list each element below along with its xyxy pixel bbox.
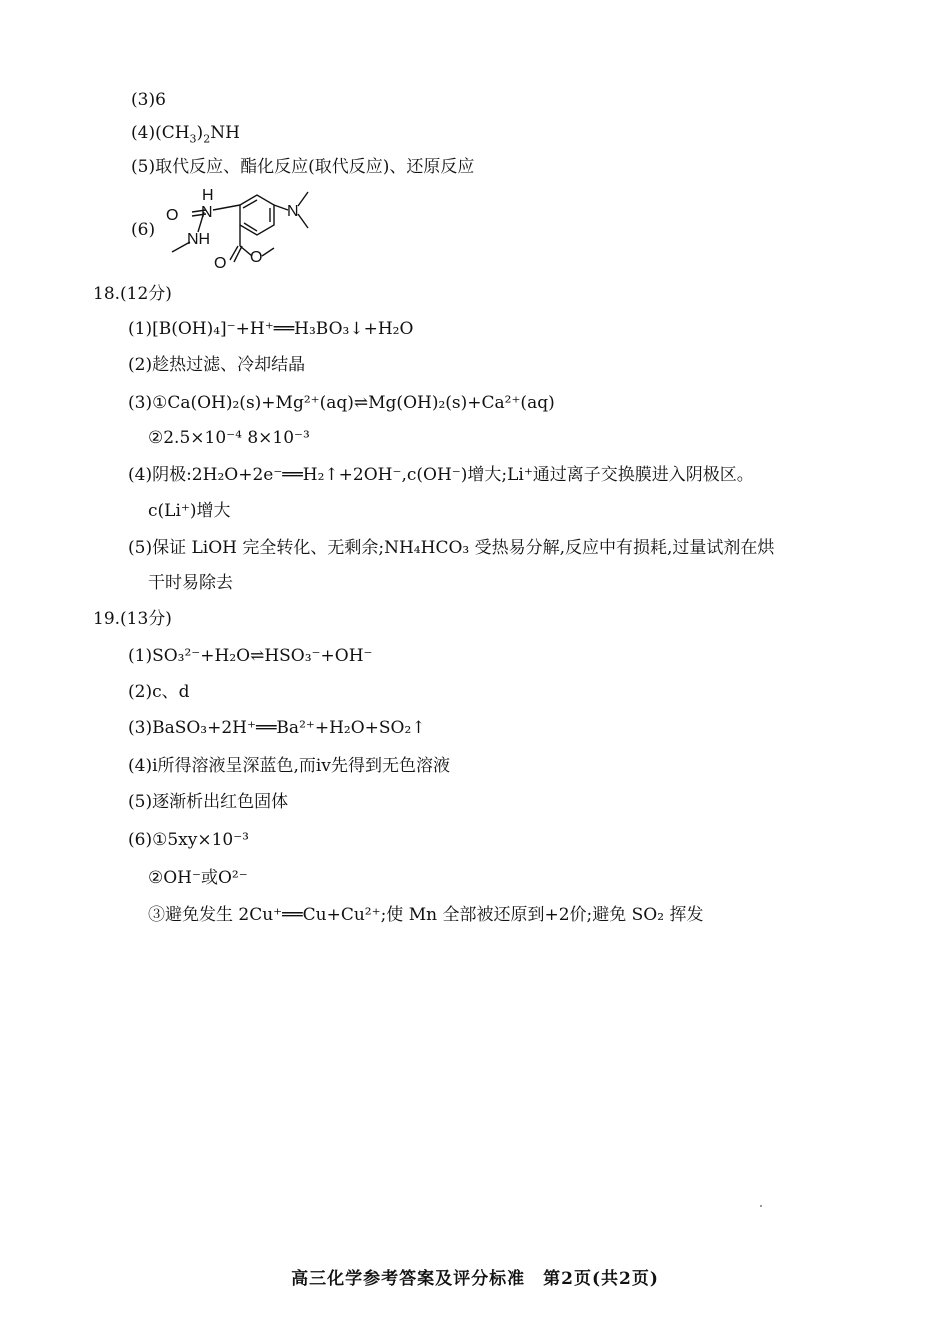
q19-answer-1: (1)SO₃²⁻+H₂O⇌HSO₃⁻+OH⁻ xyxy=(128,646,373,666)
q18-answer-5-1: (5)保证 LiOH 完全转化、无剩余;NH₄HCO₃ 受热易分解,反应中有损耗,过量试剂在烘 xyxy=(128,538,775,558)
q18-answer-4-1: (4)阴极:2H₂O+2e⁻══H₂↑+2OH⁻,c(OH⁻)增大;Li⁺通过离子交换膜进入阴极区。 xyxy=(128,465,754,485)
struct-nh-label: NH xyxy=(187,231,211,248)
q17-a4-end: NH xyxy=(210,123,240,143)
q17-answer-3: (3)6 xyxy=(131,90,166,110)
q18-answer-1: (1)[B(OH)₄]⁻+H⁺══H₃BO₃↓+H₂O xyxy=(128,319,414,339)
q18-answer-2: (2)趁热过滤、冷却结晶 xyxy=(128,355,306,375)
q17-a4-post: ) xyxy=(196,123,204,143)
struct-o-ester-label: O xyxy=(250,249,263,266)
q19-answer-5: (5)逐渐析出红色固体 xyxy=(128,792,289,812)
q19-answer-4: (4)ⅰ所得溶液呈深蓝色,而ⅳ先得到无色溶液 xyxy=(128,756,450,776)
struct-n-label: N xyxy=(201,204,213,221)
q19-heading: 19.(13分) xyxy=(93,609,172,629)
q19-answer-3: (3)BaSO₃+2H⁺══Ba²⁺+H₂O+SO₂↑ xyxy=(128,718,426,738)
struct-o-carbonyl-label: O xyxy=(214,255,227,270)
struct-h-label: H xyxy=(202,188,214,204)
q18-answer-4-2: c(Li⁺)增大 xyxy=(148,501,231,521)
q17-a4-pre: (4)(CH xyxy=(131,123,190,143)
q19-answer-2: (2)c、d xyxy=(128,682,190,702)
q19-answer-6-3: ③避免发生 2Cu⁺══Cu+Cu²⁺;使 Mn 全部被还原到+2价;避免 SO₂ 挥发 xyxy=(148,905,704,925)
q18-answer-3-1: (3)①Ca(OH)₂(s)+Mg²⁺(aq)⇌Mg(OH)₂(s)+Ca²⁺(aq) xyxy=(128,393,555,413)
q17-a4-sub2: 2 xyxy=(203,132,211,146)
q17-a4-sub: 3 xyxy=(189,132,197,146)
q19-answer-6-1: (6)①5xy×10⁻³ xyxy=(128,830,249,850)
q18-answer-5-2: 干时易除去 xyxy=(148,573,233,593)
q18-answer-3-2: ②2.5×10⁻⁴ 8×10⁻³ xyxy=(148,428,310,448)
struct-n-right-label: N xyxy=(287,203,299,220)
scan-speck xyxy=(760,1205,762,1207)
molecular-structure-diagram xyxy=(160,188,330,270)
q17-answer-5: (5)取代反应、酯化反应(取代反应)、还原反应 xyxy=(131,157,475,177)
q18-heading: 18.(12分) xyxy=(93,284,172,304)
q17-answer-6-label: (6) xyxy=(131,220,156,240)
page-footer: 高三化学参考答案及评分标准 第2页(共2页) xyxy=(291,1269,659,1289)
q19-answer-6-2: ②OH⁻或O²⁻ xyxy=(148,868,248,888)
q17-answer-4 xyxy=(131,122,240,144)
struct-o-label: O xyxy=(166,207,179,224)
